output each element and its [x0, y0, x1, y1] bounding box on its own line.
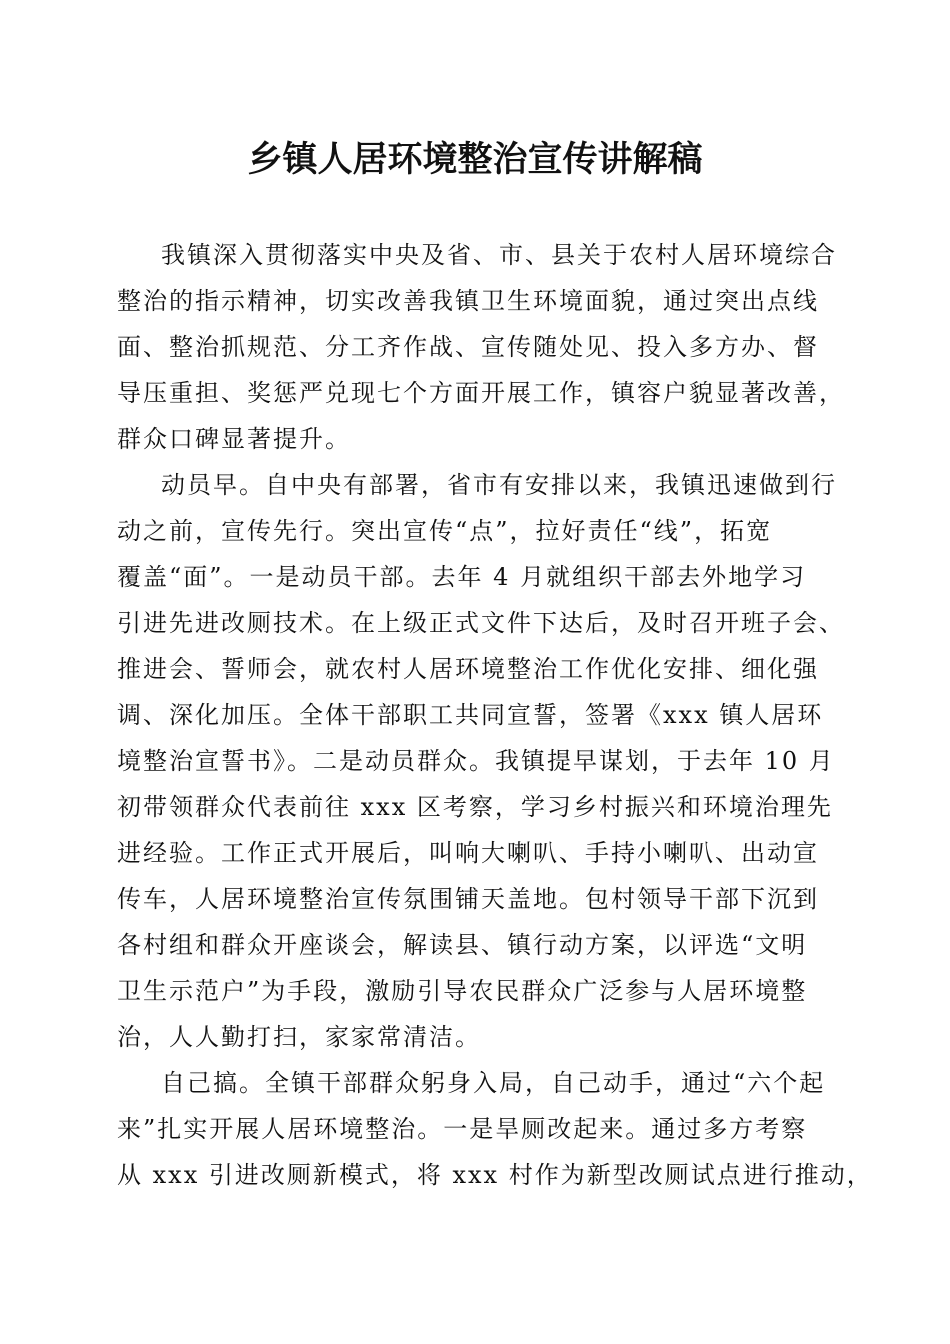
text-line: 导压重担、奖惩严兑现七个方面开展工作，镇容户貌显著改善，: [117, 379, 845, 407]
text-line: 覆盖“面”。一是动员干部。去年 4 月就组织干部去外地学习: [117, 563, 807, 591]
text-line: 境整治宣誓书》。二是动员群众。我镇提早谋划，于去年 10 月: [117, 747, 835, 775]
text-line: 推进会、誓师会，就农村人居环境整治工作优化安排、细化强: [117, 655, 819, 683]
text-line: 动员早。自中央有部署，省市有安排以来，我镇迅速做到行: [161, 471, 837, 499]
document-body: [117, 232, 873, 1198]
text-line: 进经验。工作正式开展后，叫响大喇叭、手持小喇叭、出动宣: [117, 839, 819, 867]
text-line: 从 xxx 引进改厕新模式，将 xxx 村作为新型改厕试点进行推动，: [117, 1161, 873, 1189]
text-line: 我镇深入贯彻落实中央及省、市、县关于农村人居环境综合: [161, 241, 837, 269]
paragraph-1: [117, 232, 845, 462]
text-line: 初带领群众代表前往 xxx 区考察，学习乡村振兴和环境治理先: [117, 793, 833, 821]
text-line: 调、深化加压。全体干部职工共同宣誓，签署《xxx 镇人居环: [117, 701, 824, 729]
document-title: 乡镇人居环境整治宣传讲解稿: [247, 139, 703, 180]
text-line: 整治的指示精神，切实改善我镇卫生环境面貌，通过突出点线: [117, 287, 819, 315]
text-line: 传车，人居环境整治宣传氛围铺天盖地。包村领导干部下沉到: [117, 885, 819, 913]
text-line: 动之前，宣传先行。突出宣传“点”，拉好责任“线”，拓宽: [117, 517, 773, 545]
text-line: 面、整治抓规范、分工齐作战、宣传随处见、投入多方办、督: [117, 333, 819, 361]
text-line: 引进先进改厕技术。在上级正式文件下达后，及时召开班子会、: [117, 609, 845, 637]
text-line: 各村组和群众开座谈会，解读县、镇行动方案，以评选“文明: [117, 931, 808, 959]
paragraph-2: [117, 462, 845, 1060]
text-line: 自己搞。全镇干部群众躬身入局，自己动手，通过“六个起: [161, 1069, 826, 1097]
text-line: 来”扎实开展人居环境整治。一是旱厕改起来。通过多方考察: [117, 1115, 808, 1143]
text-line: 群众口碑显著提升。: [117, 425, 351, 453]
text-line: 治，人人勤打扫，家家常清洁。: [117, 1023, 481, 1051]
paragraph-3: [117, 1060, 873, 1198]
text-line: 卫生示范户”为手段，激励引导农民群众广泛参与人居环境整: [117, 977, 808, 1005]
